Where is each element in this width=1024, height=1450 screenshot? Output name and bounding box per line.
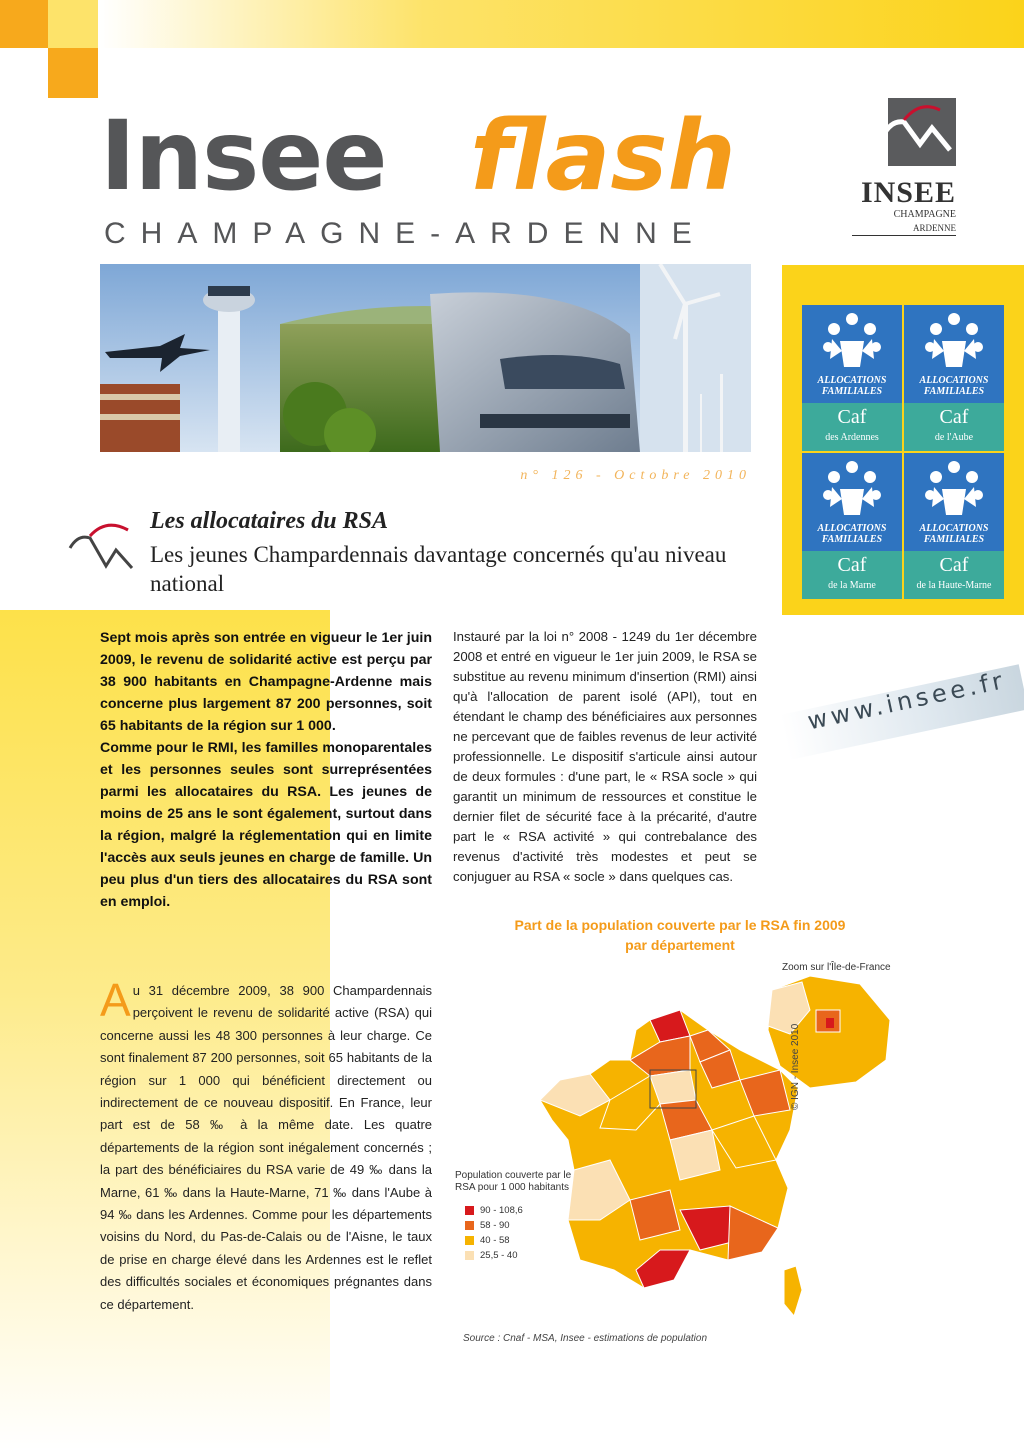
masthead-title-insee: Insee — [100, 100, 387, 212]
caf-department-label: de la Marne — [828, 580, 876, 591]
decor-square — [48, 48, 98, 98]
caf-family-icon — [820, 311, 884, 371]
caf-label: Caf — [837, 406, 867, 428]
legend-swatch — [465, 1236, 474, 1245]
map-source: Source : Cnaf - MSA, Insee - estimations de population — [463, 1333, 708, 1344]
caf-allocations-label: ALLOCATIONS FAMILIALES — [919, 523, 989, 545]
context-paragraph: Instauré par la loi n° 2008 - 1249 du 1er décembre 2008 et entré en vigueur le 1er juin 2009, le RSA se substitue au revenu minimum d'insertion (RMI) ainsi qu'à l'allocation de parent isolé (API), tout en étendant le champ des bénéficiaires aux personnes ne percevant que de faibles revenus de leur activité professionnelle. Le dispositif s'articule ainsi autour de deux formules : d'une part, le « RSA socle » qui garantit un minimum de ressources et constitue le dernier filet de sécurité face à la précarité, d'autre part le « RSA activité » qui contrebalance des revenus d'activité très modestes et peut se conjuguer au RSA « socle » dans quelques cas. — [453, 629, 757, 884]
caf-label: Caf — [939, 554, 969, 576]
insee-logo-region-2: ARDENNE — [852, 223, 956, 236]
map-title-line-1: Part de la population couverte par le RSA fin 2009 — [514, 917, 846, 933]
article-title: Les allocataires du RSA — [150, 508, 389, 534]
legend-swatch — [465, 1251, 474, 1260]
lead-paragraph-1: Sept mois après son entrée en vigueur le 1er juin 2009, le revenu de solidarité active est perçu par 38 900 habitants en Champagne-Ardenne mais concerne plus largement 87 200 personnes, soit 65 habitants de la région sur 1 000. — [100, 630, 432, 734]
caf-family-icon — [922, 459, 986, 519]
decor-square — [48, 0, 98, 48]
masthead-title-flash: flash — [470, 100, 736, 212]
website-link[interactable]: www.insee.fr — [805, 665, 1009, 736]
caf-logo-ardennes — [802, 305, 902, 451]
map-zoom-label: Zoom sur l'Île-de-France — [782, 962, 891, 973]
legend-label: 90 - 108,6 — [480, 1205, 523, 1216]
legend-item — [465, 1205, 523, 1216]
issue-number: n° 126 - Octobre 2010 — [520, 468, 751, 483]
legend-item — [465, 1235, 510, 1246]
legend-item — [465, 1250, 518, 1261]
caf-department-label: de l'Aube — [934, 432, 974, 443]
caf-allocations-label: ALLOCATIONS FAMILIALES — [919, 375, 989, 397]
masthead-region: CHAMPAGNE-ARDENNE — [104, 217, 707, 250]
legend-label: 25,5 - 40 — [480, 1250, 518, 1261]
caf-department-label: des Ardennes — [825, 432, 879, 443]
body-text: u 31 décembre 2009, 38 900 Champardennais perçoivent le revenu de solidarité active (RSA) qui concerne aussi les 48 300 personnes à leur charge. Ce sont finalement 87 200 personnes, soit 65 habitants de la région sur 1 000 qui bénéficient directement ou indirectement de ce nouveau dispositif. En France, leur part est de 58 ‰ à la même date. Les quatre départements de la région sont inégalement concernés ; la part des bénéficiaires du RSA varie de 49 ‰ dans la Marne, 61 ‰ dans la Haute-Marne, 71 ‰ dans l'Aube à 94 ‰ dans les Ardennes. Comme pour les départements voisins du Nord, du Pas-de-Calais ou de l'Aisne, le taux de prise en charge élevé dans les Ardennes est le reflet des difficultés sociales et économiques prégnantes dans ce département. — [100, 983, 432, 1312]
decor-square — [0, 0, 48, 48]
caf-label: Caf — [939, 406, 969, 428]
france-rsa-map — [540, 970, 900, 1330]
legend-item — [465, 1220, 510, 1231]
map-title-line-2: par département — [625, 937, 735, 953]
section-arrow-icon — [68, 520, 148, 580]
caf-allocations-label: ALLOCATIONS FAMILIALES — [817, 375, 887, 397]
insee-logo-region-1: CHAMPAGNE — [893, 209, 956, 220]
cover-photo-montage — [100, 264, 751, 452]
caf-label: Caf — [837, 554, 867, 576]
caf-family-icon — [820, 459, 884, 519]
map-copyright: © IGN - Insee 2010 — [790, 1023, 801, 1110]
legend-title: Population couverte par le RSA pour 1 000 habitants — [455, 1170, 572, 1193]
caf-family-icon — [922, 311, 986, 371]
caf-logo-marne — [802, 453, 902, 599]
drop-cap: A — [100, 974, 131, 1026]
body-paragraph — [100, 974, 432, 1316]
legend-label: 40 - 58 — [480, 1235, 510, 1246]
top-color-band — [100, 0, 1024, 48]
legend-swatch — [465, 1206, 474, 1215]
legend-label: 58 - 90 — [480, 1220, 510, 1231]
article-subtitle: Les jeunes Champardennais davantage concernés qu'au niveau national — [150, 542, 727, 596]
caf-logo-aube — [904, 305, 1004, 451]
lead-paragraph — [100, 627, 432, 913]
map-title — [470, 915, 890, 955]
insee-logo-icon — [880, 98, 956, 174]
legend-swatch — [465, 1221, 474, 1230]
lead-paragraph-2: Comme pour le RMI, les familles monoparentales et les personnes seules sont surreprésentées parmi les allocataires du RSA. Les jeunes de moins de 25 ans le sont également, surtout dans la région, malgré la réglementation qui en limite l'accès aux seuls jeunes en charge de famille. Un peu plus d'un tiers des allocataires du RSA sont en emploi. — [100, 740, 432, 910]
caf-department-label: de la Haute-Marne — [916, 580, 992, 591]
caf-allocations-label: ALLOCATIONS FAMILIALES — [817, 523, 887, 545]
caf-logo-haute-marne — [904, 453, 1004, 599]
insee-logo-name: INSEE — [860, 176, 956, 209]
